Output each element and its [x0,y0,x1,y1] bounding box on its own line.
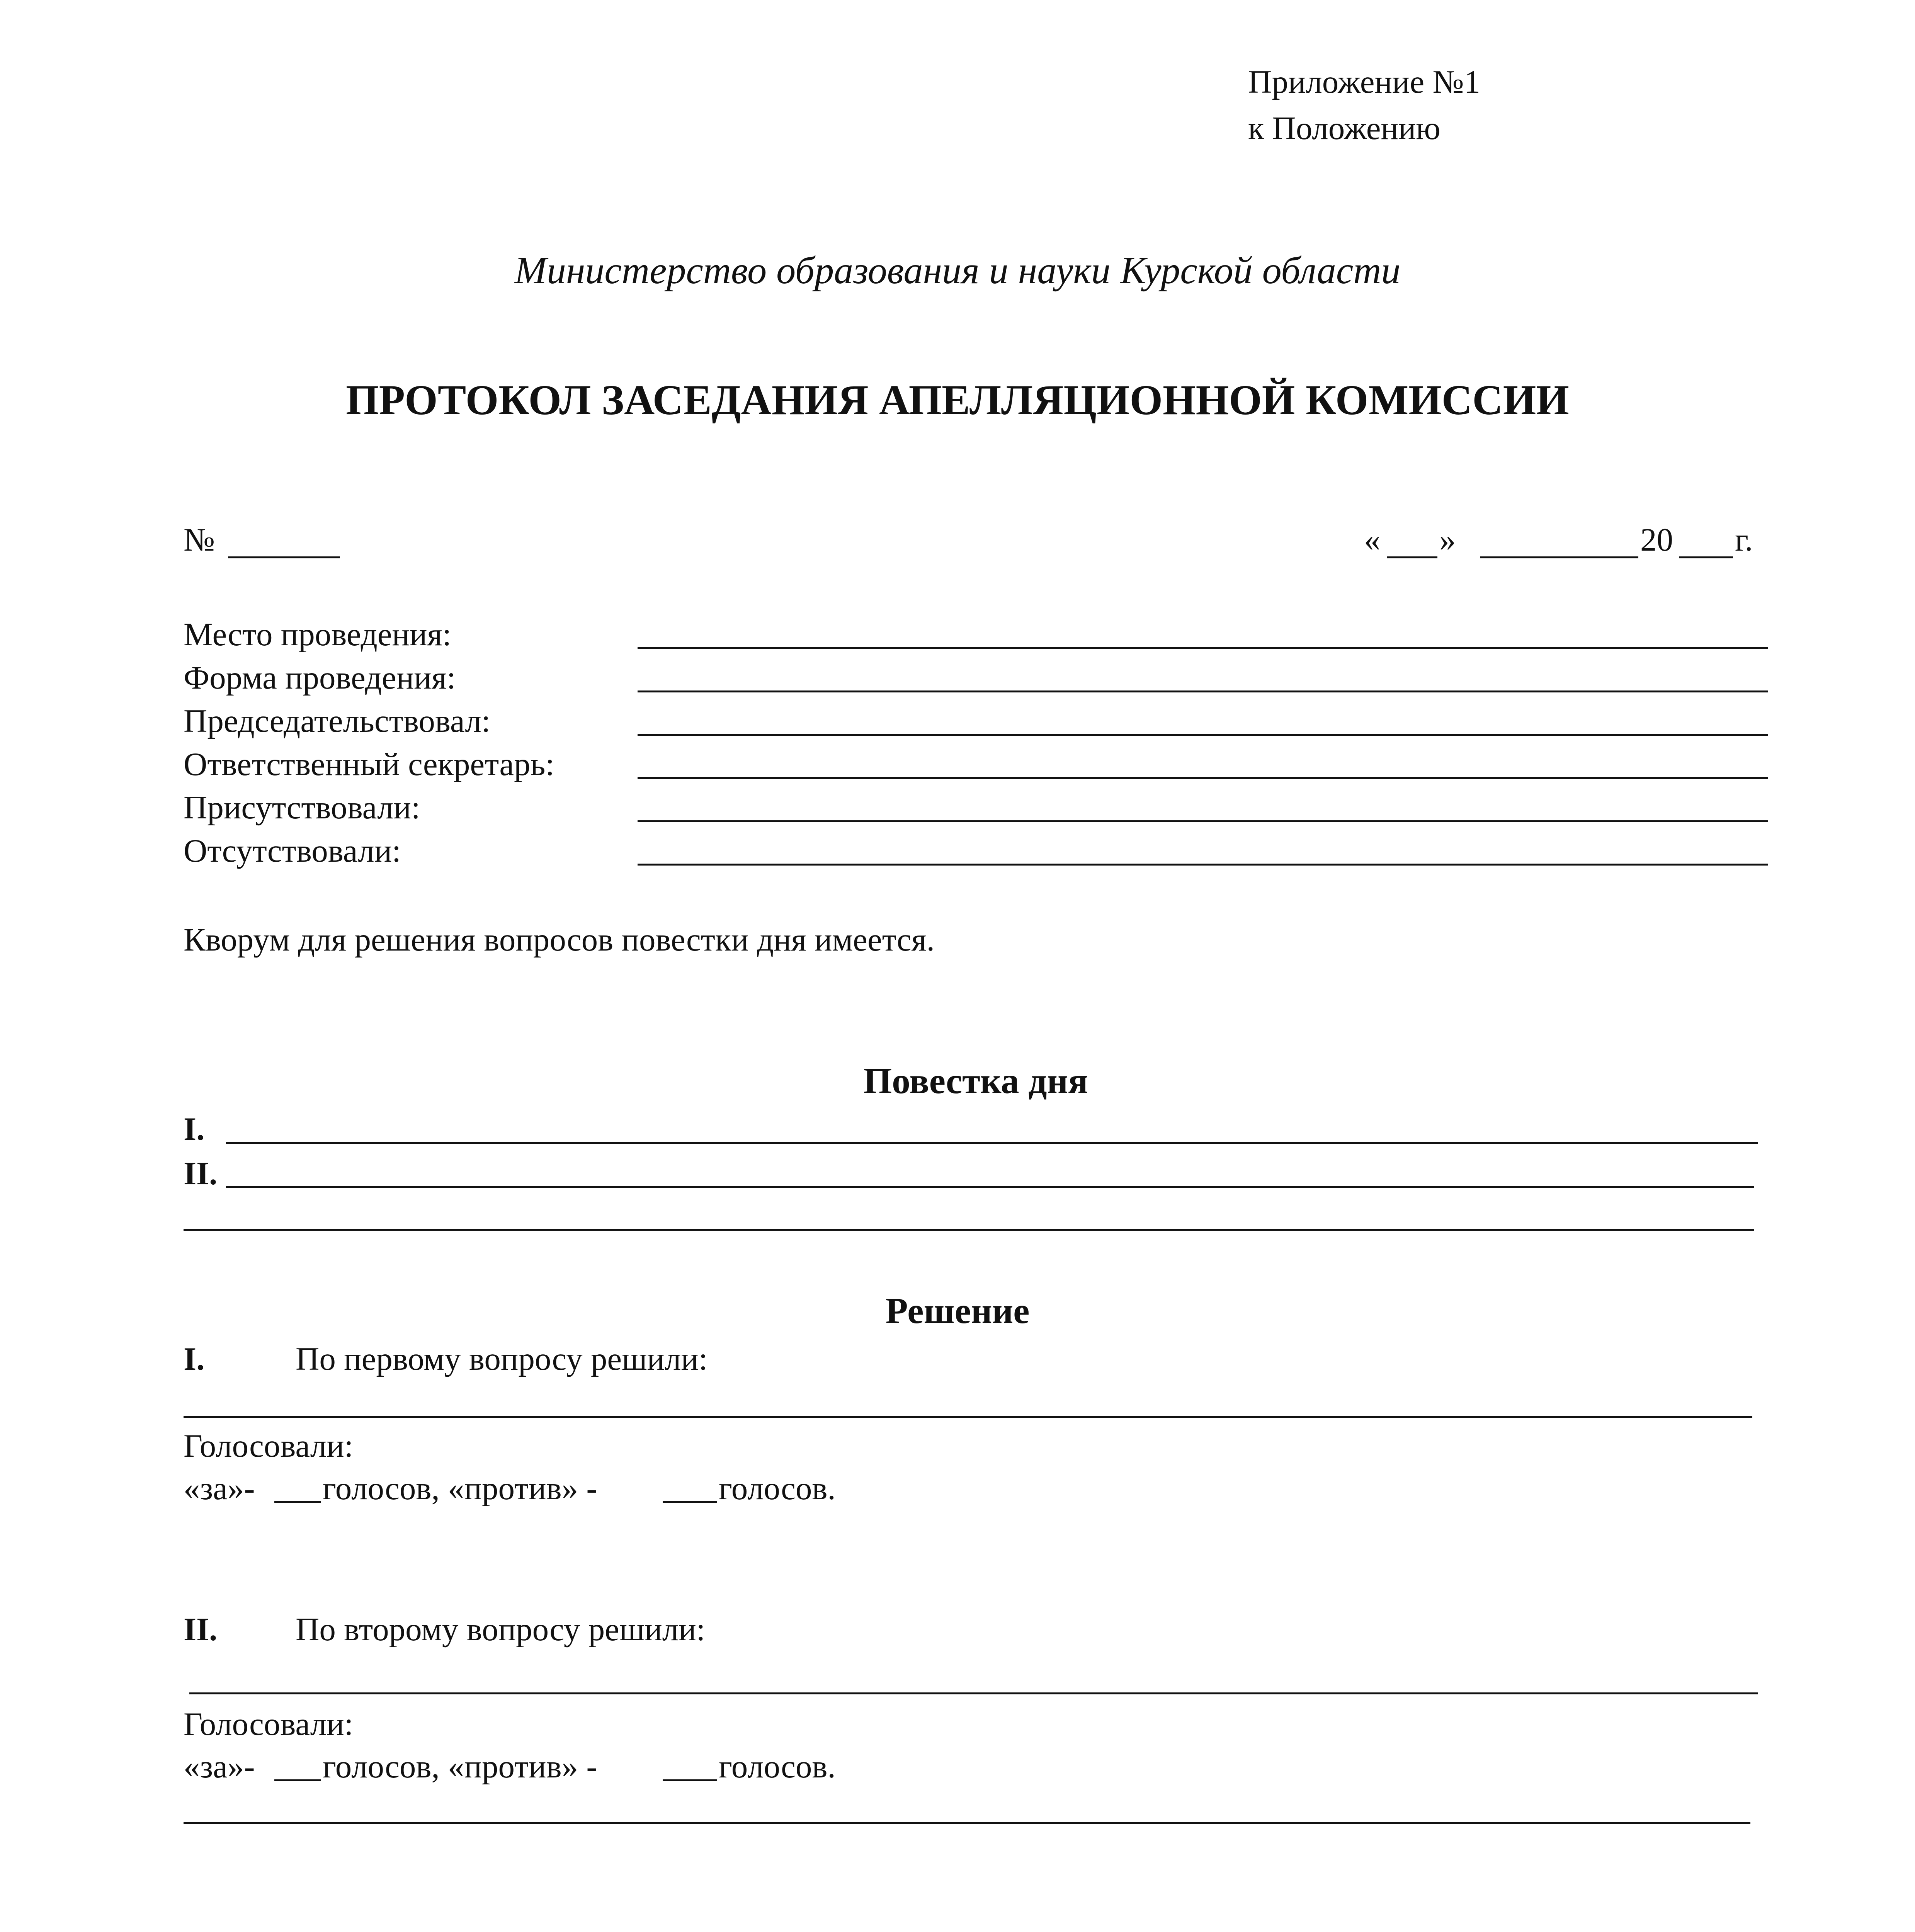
protocol-number-label: № [184,522,215,558]
agenda-item-1-num: I. [184,1111,205,1147]
decision-q2-for-field[interactable] [274,1779,321,1781]
decision-q2-line[interactable] [189,1692,1758,1694]
agenda-item-2-line[interactable] [226,1186,1754,1188]
field-label-form: Форма проведения: [184,660,456,696]
date-year-suffix: г. [1735,522,1753,558]
decision-heading: Решение [885,1290,1030,1331]
decision-q2-votes-text: голосов, «против» - [323,1748,597,1785]
field-label-absent: Отсутствовали: [184,833,401,869]
decision-q2-extra-line[interactable] [184,1822,1750,1824]
field-venue-line[interactable] [638,647,1768,649]
decision-q1-for-field[interactable] [274,1501,321,1503]
field-label-secretary: Ответственный секретарь: [184,746,554,782]
date-close-quote: » [1439,522,1456,558]
decision-q2-num: II. [184,1611,218,1648]
decision-q1-votes-end: голосов. [719,1470,836,1507]
field-absent-line[interactable] [638,864,1768,866]
decision-q2-for-label: «за»- [184,1748,255,1785]
date-month-field[interactable] [1480,556,1638,558]
agenda-item-1-line[interactable] [226,1142,1758,1144]
protocol-number-field[interactable] [228,556,340,558]
field-present-line[interactable] [638,820,1768,822]
decision-q2-voted: Голосовали: [184,1706,354,1742]
date-year-prefix: 20 [1640,522,1673,558]
field-chair-line[interactable] [638,734,1768,736]
decision-q1-voted: Голосовали: [184,1428,354,1464]
decision-q1-num: I. [184,1341,205,1377]
decision-q1-line[interactable] [184,1416,1752,1418]
decision-q2-against-field[interactable] [663,1779,717,1781]
decision-q1-against-field[interactable] [663,1501,717,1503]
appendix-line-1: Приложение №1 [1248,64,1481,100]
date-day-field[interactable] [1387,556,1437,558]
quorum-text: Кворум для решения вопросов повестки дня имеется. [184,922,935,958]
field-label-present: Присутствовали: [184,789,420,826]
decision-q1-text: По первому вопросу решили: [296,1341,708,1377]
ministry-name: Министерство образования и науки Курской области [514,249,1401,292]
decision-q2-votes-end: голосов. [719,1748,836,1785]
field-form-line[interactable] [638,690,1768,692]
decision-q1-votes-text: голосов, «против» - [323,1470,597,1507]
page-title: ПРОТОКОЛ ЗАСЕДАНИЯ АПЕЛЛЯЦИОННОЙ КОМИССИИ [346,376,1569,423]
field-label-chair: Председательствовал: [184,703,491,739]
field-label-venue: Место проведения: [184,616,452,653]
decision-q2-text: По второму вопросу решили: [296,1611,706,1648]
date-open-quote: « [1364,522,1381,558]
date-year-field[interactable] [1679,556,1733,558]
field-secretary-line[interactable] [638,777,1768,779]
appendix-line-2: к Положению [1248,110,1441,146]
decision-q1-for-label: «за»- [184,1470,255,1507]
agenda-heading: Повестка дня [863,1060,1088,1101]
agenda-item-2-num: II. [184,1155,218,1192]
agenda-extra-line[interactable] [184,1229,1754,1231]
